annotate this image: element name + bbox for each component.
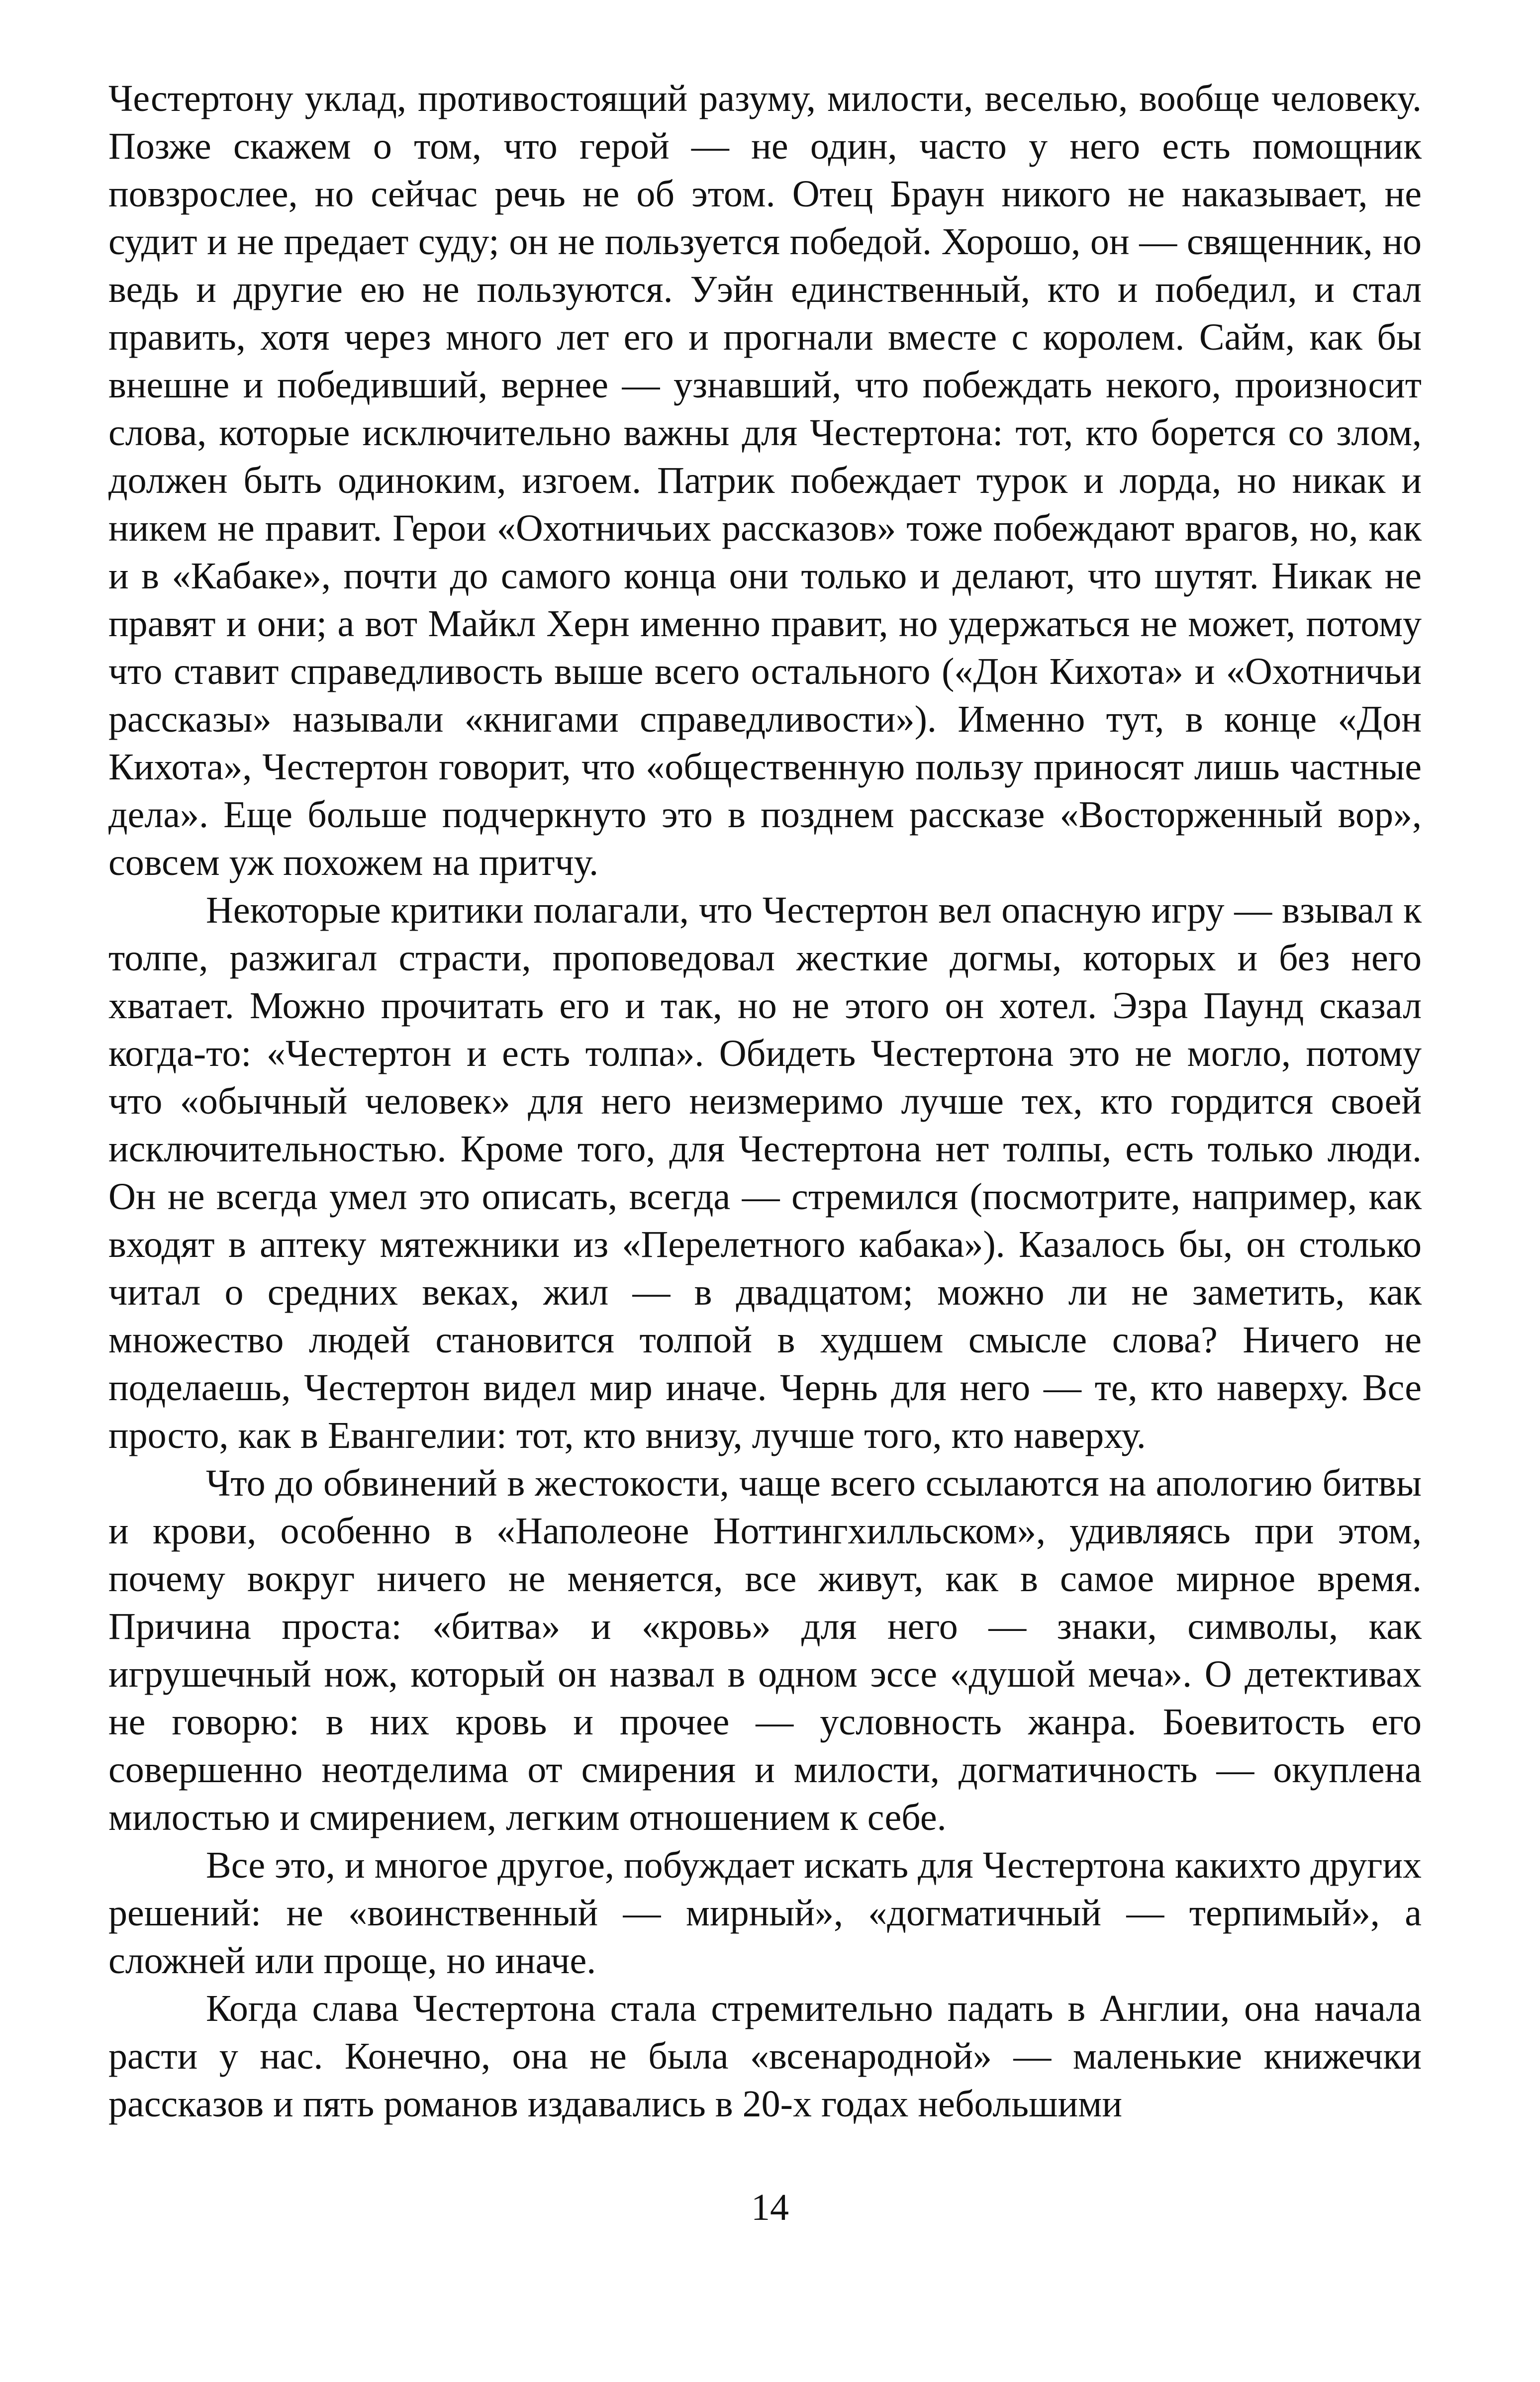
paragraph-1: Честертону уклад, противостоящий разуму, милости, веселью, вообще человеку. Позже скажем о том, что герой — не один, часто у него есть помощник повзрослее, но сейчас речь не об этом. Отец Браун никого не наказывает, не судит и не предает суду; он не пользуется победой. Хорошо, он — священник, но ведь и другие ею не пользуются. Уэйн единственный, кто и победил, и стал править, хотя через много лет его и прогнали вместе с королем. Сайм, как бы внешне и победивший, вернее — узнавший, что побеждать некого, произносит слова, которые исключительно важны для Честертона: тот, кто борется со злом, должен быть одиноким, изгоем. Патрик побеждает турок и лорда, но никак и никем не правит. Герои «Охотничьих рассказов» тоже побеждают врагов, но, как и в «Кабаке», почти до самого конца они только и делают, что шутят. Никак не правят и они; а вот Майкл Херн именно правит, но удержаться не может, потому что ставит справедливость выше всего остального («Дон Кихота» и «Охотничьи рассказы» называли «книгами справедливости»). Именно тут, в конце «Дон Кихота», Честертон говорит, что «общественную пользу приносят лишь частные дела». Еще больше подчеркнуто это в позднем рассказе «Восторженный вор», совсем уж похожем на притчу. [108, 78, 1422, 883]
paragraph-5: Когда слава Честертона стала стремительно падать в Англии, она начала расти у нас. Конечно, она не была «всенародной» — маленькие книжечки рассказов и пять романов издавались в 20-х годах небольшими [108, 1988, 1422, 2125]
page-body [108, 75, 1422, 2128]
paragraph-4: Все это, и многое другое, побуждает искать для Честертона какихто других решений: не «воинственный — мирный», «догматичный — терпимый», а сложней или проще, но иначе. [108, 1844, 1422, 1982]
paragraph-3: Что до обвинений в жестокости, чаще всего ссылаются на апологию битвы и крови, особенно в «Наполеоне Ноттингхилльском», удивляясь при этом, почему вокруг ничего не меняется, все живут, как в самое мирное время. Причина проста: «битва» и «кровь» для него — знаки, символы, как игрушечный нож, который он назвал в одном эссе «душой меча». О детективах не говорю: в них кровь и прочее — условность жанра. Боевитость его совершенно неотделима от смирения и милости, догматичность — окуплена милостью и смирением, легким отношением к себе. [108, 1462, 1422, 1838]
page-number: 14 [751, 2187, 789, 2228]
paragraph-2: Некоторые критики полагали, что Честертон вел опасную игру — взывал к толпе, разжигал страсти, проповедовал жесткие догмы, которых и без него хватает. Можно прочитать его и так, но не этого он хотел. Эзра Паунд сказал когда-то: «Честертон и есть толпа». Обидеть Честертона это не могло, потому что «обычный человек» для него неизмеримо лучше тех, кто гордится своей исключительностью. Кроме того, для Честертона нет толпы, есть только люди. Он не всегда умел это описать, всегда — стремился (посмотрите, например, как входят в аптеку мятежники из «Перелетного кабака»). Казалось бы, он столько читал о средних веках, жил — в двадцатом; можно ли не заметить, как множество людей становится толпой в худшем смысле слова? Ничего не поделаешь, Честертон видел мир иначе. Чернь для него — те, кто наверху. Все просто, как в Евангелии: тот, кто внизу, лучше того, кто наверху. [108, 889, 1422, 1456]
